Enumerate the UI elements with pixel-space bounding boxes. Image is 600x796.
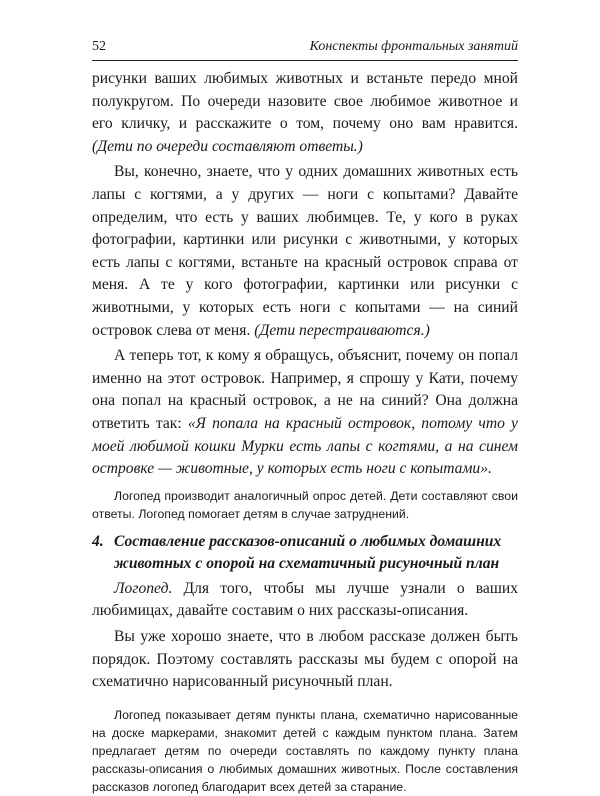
paragraph-3-text: А теперь тот, к кому я обращусь, объяснит, почему он попал именно на этот островок. Например, я спрошу у Кати, почему она попал на красный островок, а не на синий? Она должна ответить так: — [92, 347, 518, 432]
paragraph-3-quote: «Я попала на красный островок, потому что у моей любимой кошки Мурки есть лапы с когтями, а на синем островке — животные, у которых есть ноги с копытами». — [92, 414, 518, 478]
paragraph-2 — [92, 161, 518, 342]
teacher-note-2: Логопед показывает детям пункты плана, схематично нарисованные на доске маркерами, знакомит детей с каждым пунктом плана. Затем предлагает детям по очереди составлять по каждому пункту плана рассказы-описания о любимых домашних животных. После составления рассказов логопед благодарит всех детей за старание. — [92, 707, 518, 794]
paragraph-2-text: Вы, конечно, знаете, что у одних домашних животных есть лапы с когтями, а у других — ноги с копытами? Давайте определим, что есть у ваших любимцев. Те, у кого в руках фотографии, картинки или рисунки с животными, у которых есть лапы с когтями, встаньте на красный островок справа от меня. А те у кого фотографии, картинки или рисунки с животными, у которых есть ноги с копытами — на синий островок слева от меня. — [92, 163, 518, 339]
paragraph-1-text: рисунки ваших любимых животных и встаньте передо мной полукругом. По очереди назовите свое любимое животное и его кличку, и расскажите о том, почему оно вам нравится. — [92, 70, 518, 133]
paragraph-1 — [92, 68, 518, 158]
page-header — [92, 36, 518, 61]
paragraph-3 — [92, 345, 518, 481]
paragraph-2-remark: (Дети перестраиваются.) — [254, 321, 430, 339]
running-head: Конспекты фронтальных занятий — [309, 39, 518, 54]
section-number: 4. — [92, 532, 104, 550]
teacher-note-1: Логопед производит аналогичный опрос детей. Дети составляют свои ответы. Логопед помогает детям в случае затруднений. — [92, 488, 518, 521]
section-heading — [92, 531, 518, 576]
paragraph-1-remark: (Дети по очереди составляют ответы.) — [92, 137, 363, 155]
paragraph-5: Вы уже хорошо знаете, что в любом рассказе должен быть порядок. Поэтому составлять рассказы мы будем с опорой на схематично нарисованный рисуночный план. — [92, 628, 518, 691]
page-body — [92, 68, 518, 796]
page-number: 52 — [92, 39, 106, 54]
speaker-label: Логопед. — [114, 579, 173, 597]
section-title: Составление рассказов-описаний о любимых домашних животных с опорой на схематичный рисуночный план — [114, 532, 502, 573]
paragraph-4-text: Для того, чтобы мы лучше узнали о ваших любимицах, давайте составим о них рассказы-описания. — [92, 579, 518, 620]
paragraph-4 — [92, 578, 518, 623]
